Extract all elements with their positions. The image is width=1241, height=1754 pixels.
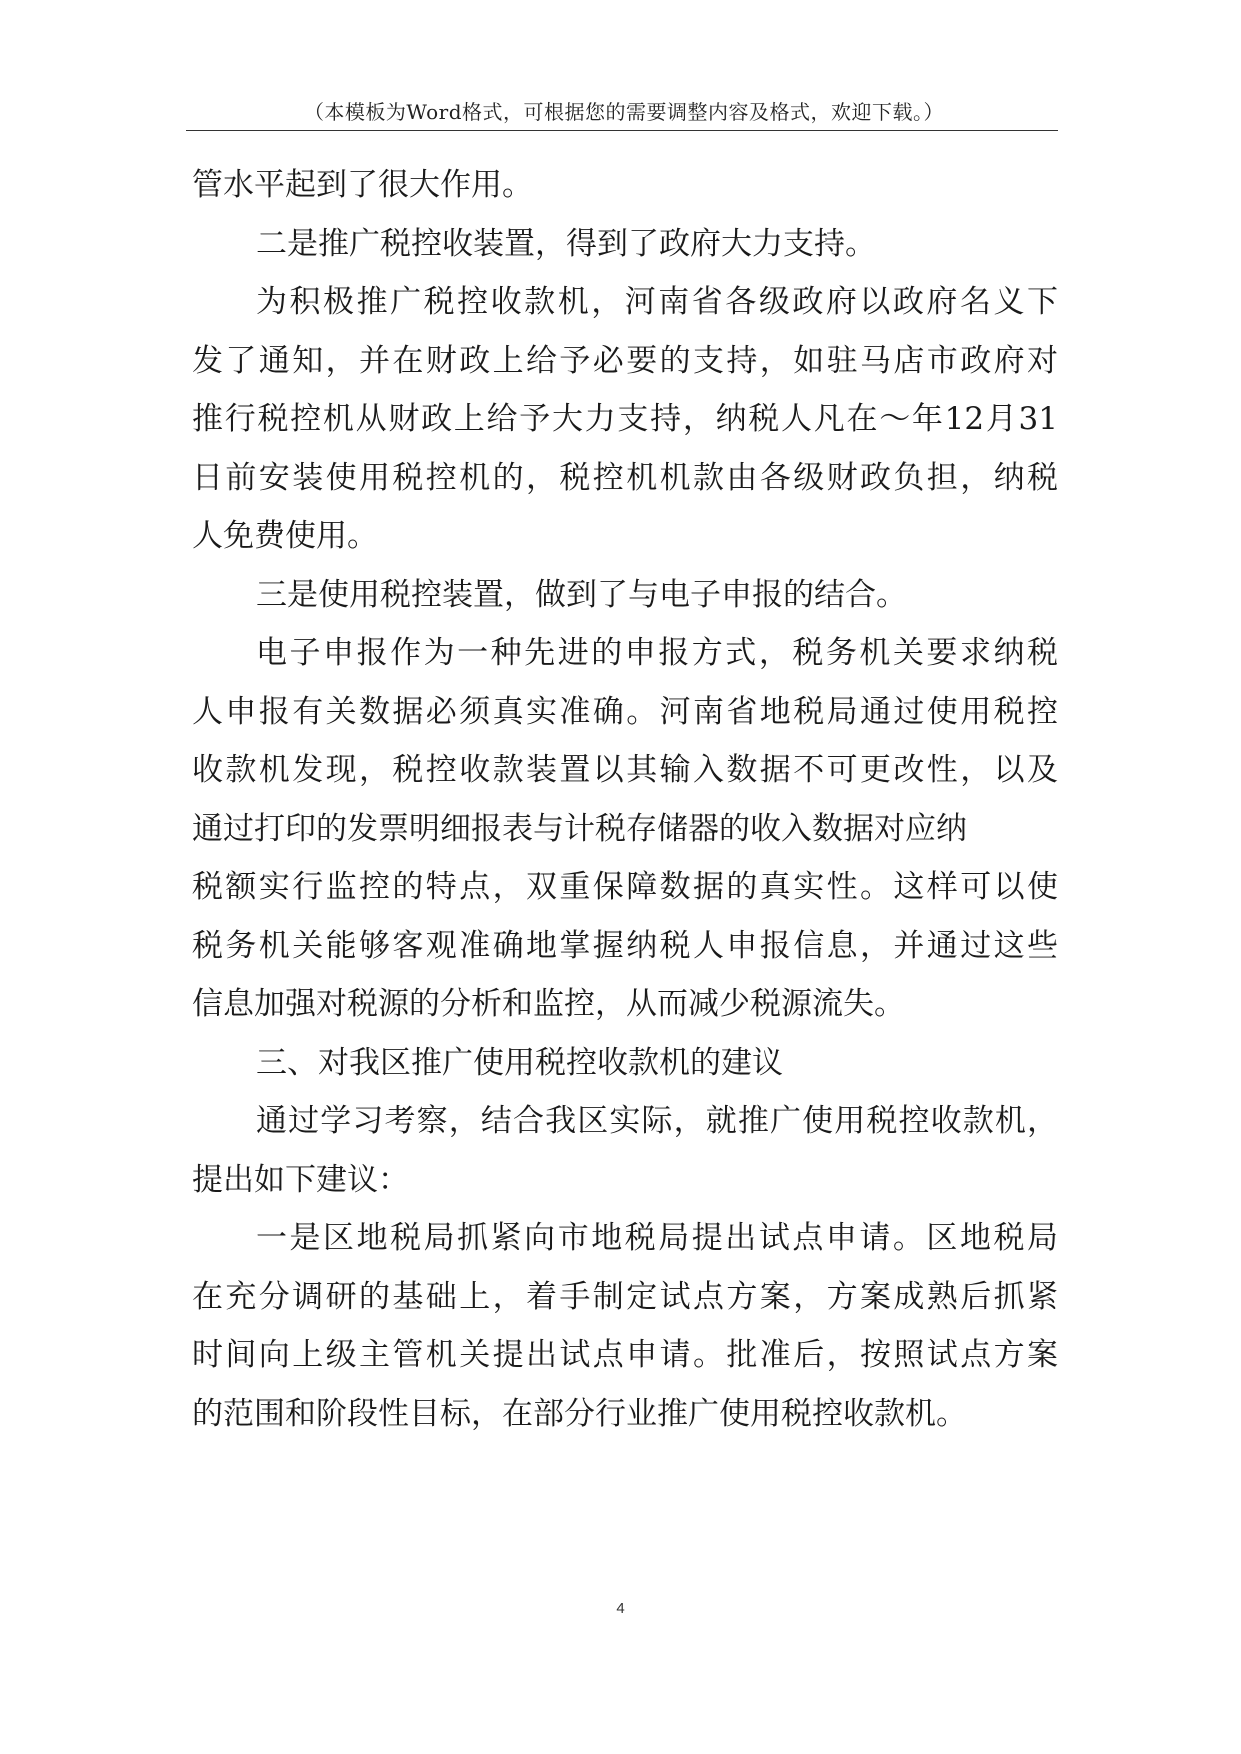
text-line: 推行税控机从财政上给予大力支持，纳税人凡在～年12月31 (192, 401, 1058, 437)
text-line: 在充分调研的基础上，着手制定试点方案，方案成熟后抓紧 (192, 1278, 1058, 1315)
page-number: 4 (616, 1600, 625, 1617)
text-line: 一是区地税局抓紧向市地税局提出试点申请。区地税局 (256, 1220, 1058, 1256)
text-line: 人申报有关数据必须真实准确。河南省地税局通过使用税控 (192, 693, 1058, 730)
text-line: 人免费使用。 (192, 518, 378, 554)
template-note-header: （本模板为Word格式，可根据您的需要调整内容及格式，欢迎下载。） (303, 100, 945, 124)
text-line: 通过学习考察，结合我区实际，就推广使用税控收款机， (256, 1103, 1058, 1139)
text-line: 的范围和阶段性目标，在部分行业推广使用税控收款机。 (192, 1395, 967, 1432)
text-line: 日前安装使用税控机的，税控机机款由各级财政负担，纳税 (192, 459, 1058, 496)
text-line: 信息加强对税源的分析和监控，从而减少税源流失。 (192, 986, 905, 1022)
text-line: 时间向上级主管机关提出试点申请。批准后，按照试点方案 (192, 1337, 1058, 1373)
header-divider (186, 130, 1058, 131)
paragraph-heading: 三是使用税控装置，做到了与电子申报的结合。 (256, 576, 907, 613)
section-heading: 三、对我区推广使用税控收款机的建议 (256, 1044, 783, 1081)
text-line: 为积极推广税控收款机，河南省各级政府以政府名义下 (256, 284, 1058, 320)
text-line: 税务机关能够客观准确地掌握纳税人申报信息，并通过这些 (192, 927, 1058, 964)
text-line: 通过打印的发票明细报表与计税存储器的收入数据对应纳 (192, 810, 967, 847)
text-line: 电子申报作为一种先进的申报方式，税务机关要求纳税 (256, 635, 1058, 671)
document-body (192, 156, 1058, 1443)
text-line: 收款机发现，税控收款装置以其输入数据不可更改性，以及 (192, 752, 1058, 788)
text-line: 发了通知，并在财政上给予必要的支持，如驻马店市政府对 (192, 342, 1058, 379)
text-line: 管水平起到了很大作用。 (192, 167, 533, 203)
text-line: 税额实行监控的特点，双重保障数据的真实性。这样可以使 (192, 869, 1058, 905)
text-line: 提出如下建议： (192, 1161, 409, 1198)
paragraph-heading: 二是推广税控收装置，得到了政府大力支持。 (256, 225, 876, 262)
